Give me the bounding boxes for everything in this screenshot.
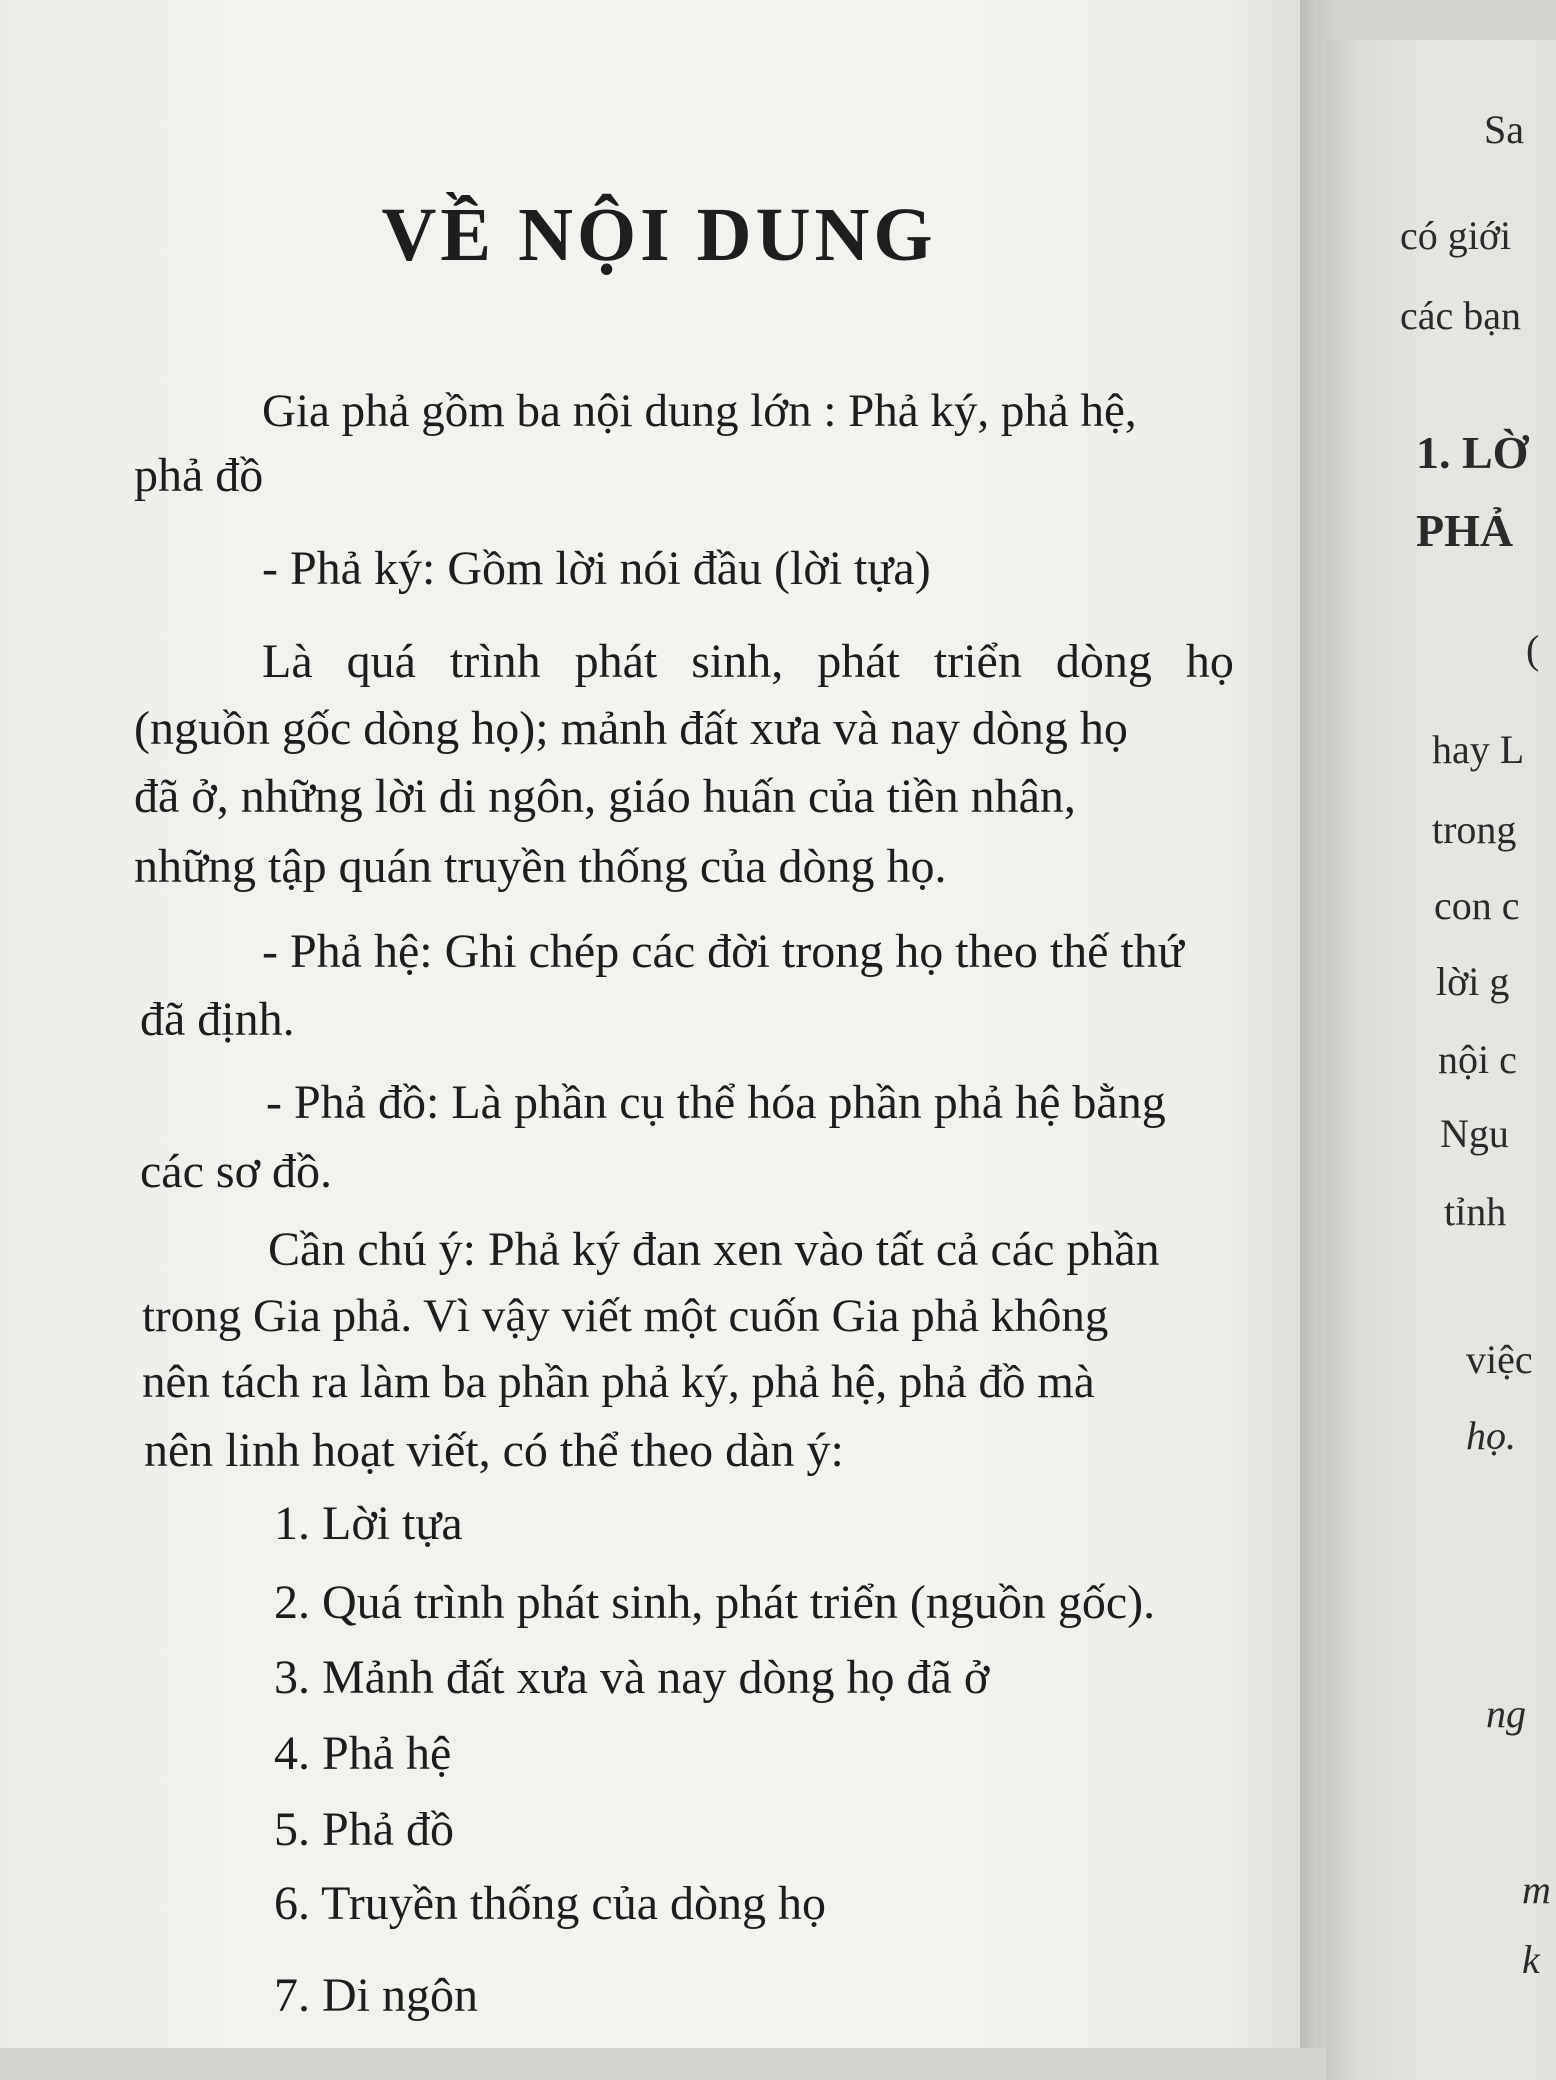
body-line: phả đồ — [134, 449, 264, 502]
body-line: Gia phả gồm ba nội dung lớn : Phả ký, phả hệ, — [262, 385, 1137, 437]
body-line: trong Gia phả. Vì vậy viết một cuốn Gia phả không — [142, 1290, 1109, 1342]
body-line: các sơ đồ. — [140, 1145, 332, 1198]
body-line: - Phả ký: Gồm lời nói đầu (lời tựa) — [262, 542, 931, 595]
body-line: đã định. — [140, 993, 295, 1046]
right-page-line: con c — [1434, 883, 1520, 928]
right-page-line: việc — [1466, 1337, 1533, 1382]
right-page-heading: PHẢ — [1416, 505, 1514, 556]
body-line: nên tách ra làm ba phần phả ký, phả hệ, phả đồ mà — [142, 1356, 1095, 1408]
body-line: nên linh hoạt viết, có thể theo dàn ý: — [144, 1424, 844, 1477]
outline-item: 6. Truyền thống của dòng họ — [274, 1877, 826, 1930]
right-page-line: Sa — [1484, 107, 1524, 152]
body-line: - Phả đồ: Là phần cụ thể hóa phần phả hệ bằng — [266, 1076, 1166, 1129]
body-line: - Phả hệ: Ghi chép các đời trong họ theo thế thứ — [262, 925, 1184, 978]
right-page-line: hay L — [1432, 727, 1525, 772]
right-page-line: các bạn — [1400, 293, 1522, 338]
right-page-line: Ngu — [1440, 1111, 1509, 1156]
right-page — [1326, 40, 1556, 2080]
right-page-line: có giới — [1400, 213, 1512, 258]
outline-item: 2. Quá trình phát sinh, phát triển (nguồn gốc). — [274, 1576, 1156, 1629]
body-line: đã ở, những lời di ngôn, giáo huấn của tiền nhân, — [134, 770, 1076, 823]
outline-item: 5. Phả đồ — [274, 1803, 454, 1856]
body-line: Là quá trình phát sinh, phát triển dòng họ — [262, 635, 1234, 688]
right-page-line: tỉnh — [1444, 1189, 1507, 1234]
right-page-line: m — [1522, 1867, 1551, 1912]
right-page-line: trong — [1432, 807, 1517, 852]
body-line: những tập quán truyền thống của dòng họ. — [134, 840, 947, 893]
right-page-line: ( — [1526, 627, 1540, 672]
outline-item: 1. Lời tựa — [274, 1497, 463, 1550]
body-line: (nguồn gốc dòng họ); mảnh đất xưa và nay dòng họ — [134, 702, 1128, 755]
outline-item: 3. Mảnh đất xưa và nay dòng họ đã ở — [274, 1651, 990, 1704]
body-line: Cần chú ý: Phả ký đan xen vào tất cả các phần — [268, 1223, 1160, 1276]
right-page-line: họ. — [1466, 1413, 1516, 1458]
right-page-line: nội c — [1438, 1037, 1517, 1082]
outline-item: 4. Phả hệ — [274, 1727, 452, 1780]
right-page-line: ng — [1486, 1691, 1526, 1736]
page-title: VỀ NỘI DUNG — [381, 193, 937, 277]
right-page-heading: 1. LỜ — [1416, 427, 1529, 478]
right-page-line: lời g — [1436, 959, 1510, 1004]
outline-item: 7. Di ngôn — [274, 1969, 478, 2022]
right-page-line: k — [1522, 1937, 1540, 1982]
